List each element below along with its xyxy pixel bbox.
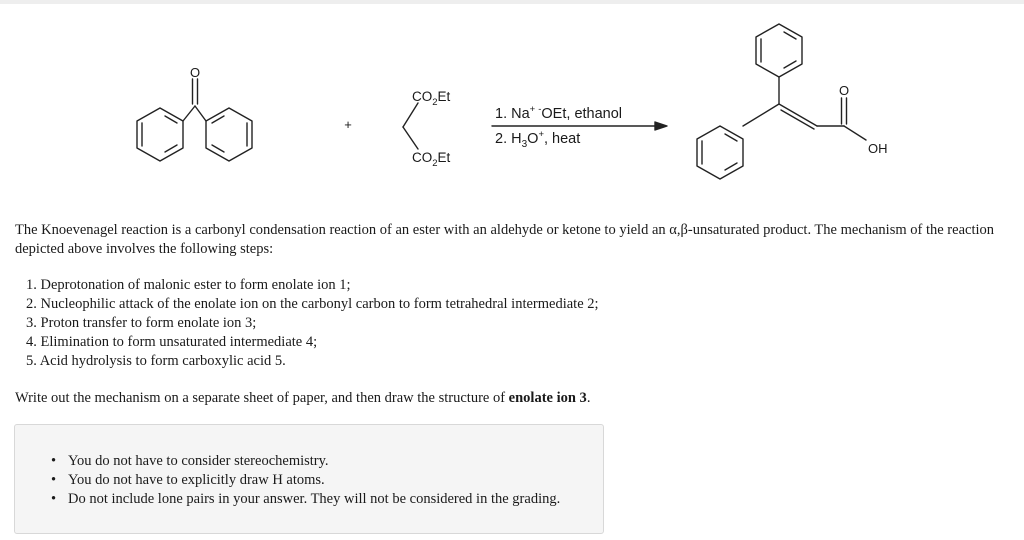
bullet-icon: • [51,491,57,507]
reaction-scheme [0,0,1024,205]
hints-box [14,424,604,534]
hint-item: • Do not include lone pairs in your answer. They will not be considered in the grading. [51,491,561,507]
bullet-icon: • [51,472,57,488]
task-target: enolate ion 3 [508,390,587,406]
intro-paragraph: The Knoevenagel reaction is a carbonyl condensation reaction of an ester with an aldehyde or ketone to yield an α,β-unsaturated product. The mechanism of the reaction depicted above involves the following steps: [15,222,994,257]
list-item: 2. Nucleophilic attack of the enolate ion on the carbonyl carbon to form tetrahedral intermediate 2; [26,296,599,312]
product-hydroxyl: OH [868,141,888,156]
ester-label-top: $CO_2Et$ [412,89,451,108]
hint-item: • You do not have to consider stereochemistry. [51,453,329,469]
product-structure [697,24,866,179]
task-instruction: Write out the mechanism on a separate sheet of paper, and then draw the structure of enolate ion 3. [15,390,591,406]
plus-sign: + [344,117,352,132]
reaction-condition-2: 2. $H_3O^+$, heat [495,129,581,150]
ester-label-bottom: $CO_2Et$ [412,150,451,169]
list-item: 4. Elimination to form unsaturated intermediate 4; [26,334,318,350]
hints-list [51,452,560,509]
product-carbonyl-oxygen: O [838,83,850,98]
mechanism-steps-list [26,276,926,371]
list-item: 3. Proton transfer to form enolate ion 3; [26,315,257,331]
hint-item: • You do not have to explicitly draw H atoms. [51,472,325,488]
benzophenone-structure [137,79,252,161]
reactant-carbonyl-oxygen: O [189,65,201,80]
reaction-arrow [492,122,667,130]
bullet-icon: • [51,453,57,469]
list-item: 5. Acid hydrolysis to form carboxylic acid 5. [26,353,286,369]
reaction-condition-1: 1. Na+ -OEt, ethanol [495,104,623,122]
diethyl-malonate-structure [403,103,418,149]
list-item: 1. Deprotonation of malonic ester to form enolate ion 1; [26,277,351,293]
